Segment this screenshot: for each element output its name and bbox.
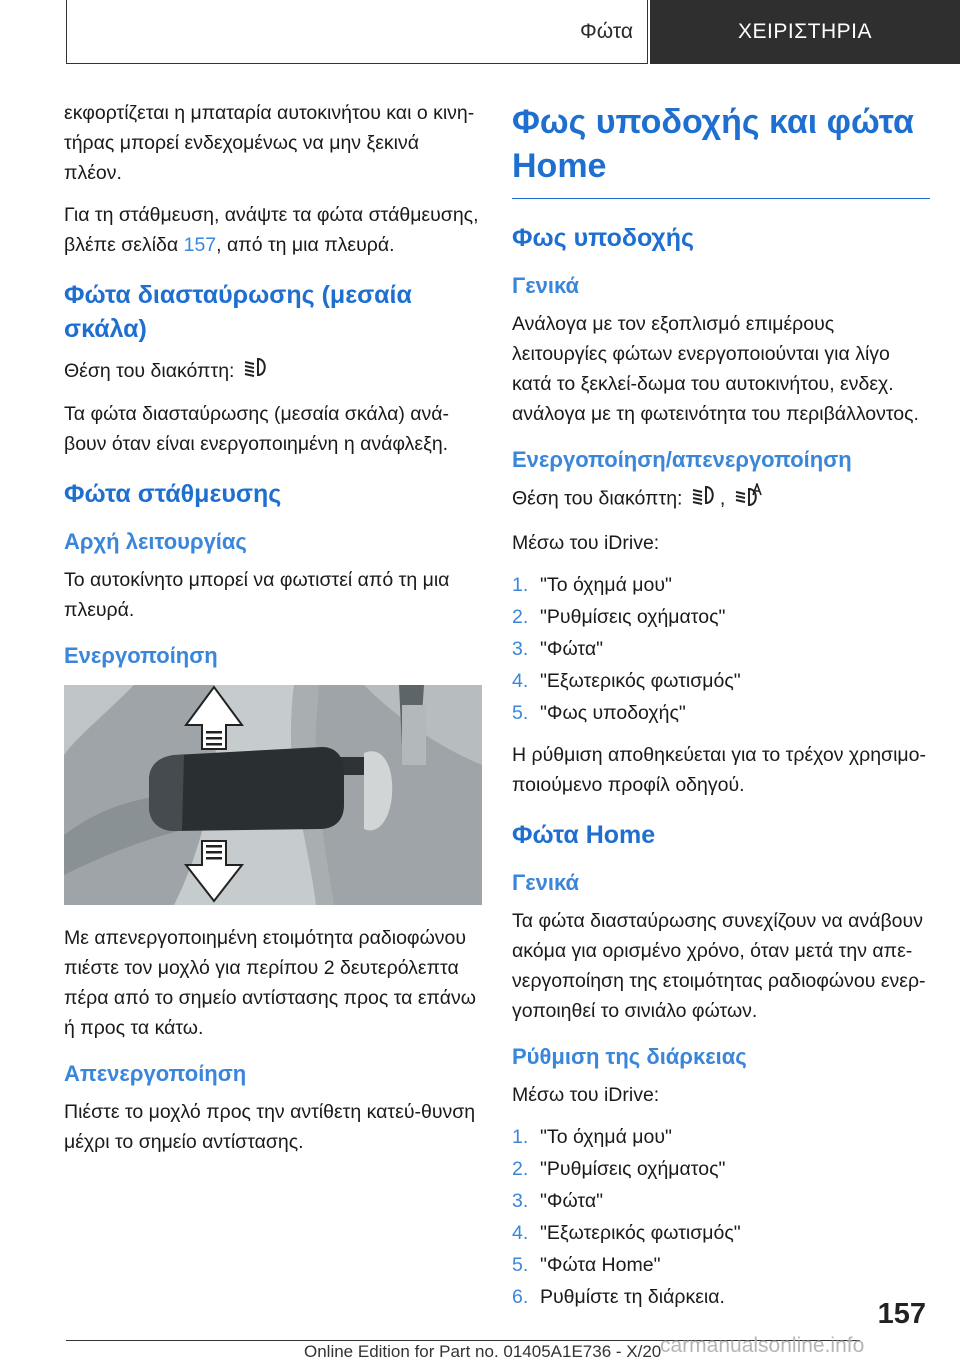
page-header — [0, 0, 960, 66]
list-item — [512, 570, 930, 600]
heading-principle: Αρχή λειτουργίας — [64, 529, 247, 555]
paragraph-saved: Η ρύθμιση αποθηκεύεται για το τρέχον χρησιμο-ποιούμενο προφίλ οδηγού. — [512, 744, 926, 796]
watermark: carmanualsonline.info — [660, 1334, 865, 1357]
step-number: 6. — [512, 1286, 529, 1308]
switch-position-line — [64, 356, 482, 387]
heading-duration: Ρύθμιση της διάρκειας — [512, 1044, 747, 1069]
list-item — [512, 602, 930, 632]
page-footer — [0, 1290, 960, 1362]
step-number: 1. — [512, 574, 529, 596]
steps-list-welcome — [512, 570, 930, 728]
step-text: "Εξωτερικός φωτισμός" — [540, 670, 741, 692]
paragraph-deactivation: Πιέστε το μοχλό προς την αντίθετη κατεύ-θυνση μέχρι το σημείο αντίστασης. — [64, 1101, 476, 1154]
step-text: "Ρυθμίσεις οχήματος" — [540, 1158, 726, 1180]
section-title: Φώτα — [66, 0, 648, 64]
list-item — [512, 634, 930, 664]
via-idrive-label: Μέσω του iDrive: — [512, 1084, 660, 1106]
step-text: "Φως υποδοχής" — [540, 702, 686, 724]
step-number: 4. — [512, 1222, 529, 1244]
paragraph-text: , από τη μια πλευρά. — [216, 234, 395, 256]
low-beam-icon — [242, 356, 270, 387]
heading-on-off: Ενεργοποίηση/απενεργοποίηση — [512, 447, 852, 472]
paragraph-parking-ref — [64, 200, 482, 260]
list-item — [512, 1218, 930, 1248]
paragraph-general-home: Τα φώτα διασταύρωσης συνεχίζουν να ανάβουν ακόμα για ορισμένο χρόνο, όταν μετά την απε-νεργοποίηση της ετοιμότητας ραδιοφώνου ενερ-γοποιηθεί το σινιάλο φώτων. — [512, 910, 926, 1022]
step-number: 1. — [512, 1126, 529, 1148]
switch-position-label: Θέση του διακόπτη: — [512, 487, 683, 510]
paragraph-activation: Με απενεργοποιημένη ετοιμότητα ραδιοφώνου πιέστε τον μοχλό για περίπου 2 δευτερόλεπτα πέρα από το σημείο αντίστασης προς τα επάνω ή προς τα κάτω. — [64, 927, 476, 1040]
auto-headlight-icon — [733, 483, 763, 516]
low-beam-icon — [690, 484, 718, 515]
heading-activation: Ενεργοποίηση — [64, 643, 218, 669]
page-number: 157 — [877, 1298, 926, 1330]
heading-dipped-beam: Φώτα διασταύρωσης (μεσαία σκάλα) — [64, 281, 412, 343]
step-number: 5. — [512, 702, 529, 724]
heading-home-lights: Φώτα Home — [512, 821, 656, 849]
switch-position-label: Θέση του διακόπτη: — [64, 360, 235, 382]
step-text: "Εξωτερικός φωτισμός" — [540, 1222, 741, 1244]
paragraph-dipped-beam: Τα φώτα διασταύρωσης (μεσαία σκάλα) ανά-βουν όταν είναι ενεργοποιημένη η ανάφλεξη. — [64, 403, 450, 456]
switch-position-line: Θέση του διακόπτη: , — [512, 483, 930, 516]
step-number: 4. — [512, 670, 529, 692]
chapter-tab: ΧΕΙΡΙΣΤΗΡΙΑ — [650, 0, 960, 64]
step-text: Ρυθμίστε τη διάρκεια. — [540, 1286, 725, 1308]
left-column — [64, 98, 482, 1169]
list-item — [512, 666, 930, 696]
list-item — [512, 698, 930, 728]
paragraph-battery: εκφορτίζεται η μπαταρία αυτοκινήτου και ο κινη-τήρας μπορεί ενδεχομένως να μην ξεκινά πλέον. — [64, 102, 475, 184]
step-text: "Φώτα" — [540, 1190, 604, 1212]
steps-list-home — [512, 1122, 930, 1312]
step-text: "Το όχημά μου" — [540, 1126, 672, 1148]
heading-deactivation: Απενεργοποίηση — [64, 1061, 247, 1087]
paragraph-principle: Το αυτοκίνητο μπορεί να φωτιστεί από τη μια πλευρά. — [64, 569, 450, 622]
heading-welcome-home: Φως υποδοχής και φώτα Home — [512, 100, 930, 199]
list-item — [512, 1186, 930, 1216]
heading-general: Γενικά — [512, 273, 580, 298]
list-item — [512, 1250, 930, 1280]
right-column — [512, 98, 930, 1324]
step-number: 2. — [512, 1158, 529, 1180]
step-number: 5. — [512, 1254, 529, 1276]
step-text: "Ρυθμίσεις οχήματος" — [540, 606, 726, 628]
step-number: 2. — [512, 606, 529, 628]
step-text: "Φώτα Home" — [540, 1254, 661, 1276]
paragraph-general-welcome: Ανάλογα με τον εξοπλισμό επιμέρους λειτουργίες φώτων ενεργοποιούνται για λίγο κατά το ξεκλεί-δωμα του αυτοκινήτου, ενδεχ. ανάλογα με τη φωτεινότητα του περιβάλλοντος. — [512, 313, 919, 425]
page-link[interactable]: 157 — [183, 234, 217, 256]
step-text: "Το όχημά μου" — [540, 574, 672, 596]
heading-welcome-light: Φως υποδοχής — [512, 224, 695, 252]
heading-parking-lights: Φώτα στάθμευσης — [64, 480, 282, 509]
step-text: "Φώτα" — [540, 638, 604, 660]
step-number: 3. — [512, 638, 529, 660]
list-item — [512, 1122, 930, 1152]
paragraph-text: Για τη στάθμευση, ανάψτε τα φώτα στάθμευσης, βλέπε σελίδα — [64, 204, 479, 256]
heading-general: Γενικά — [512, 870, 580, 895]
step-number: 3. — [512, 1190, 529, 1212]
stalk-illustration — [64, 685, 482, 905]
via-idrive-label: Μέσω του iDrive: — [512, 532, 660, 554]
list-item — [512, 1154, 930, 1184]
edition-text: Online Edition for Part no. 01405A1E736 - X/20 — [304, 1342, 662, 1361]
